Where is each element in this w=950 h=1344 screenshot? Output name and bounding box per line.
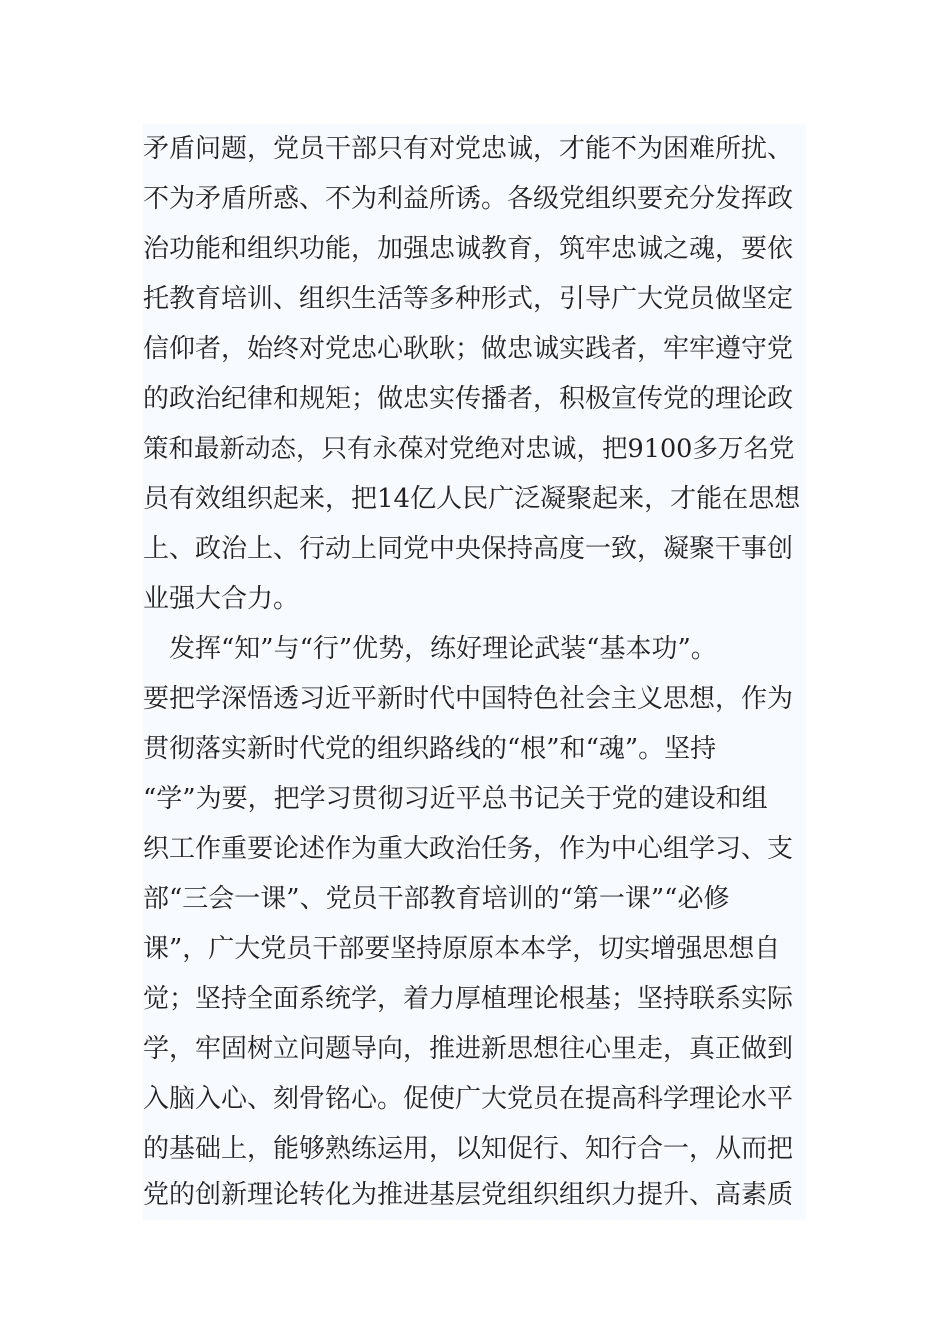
text-line: 托教育培训、组织生活等多种形式，引导广大党员做坚定 <box>143 284 794 314</box>
paragraph-start-line: 发挥“知”与“行”优势，练好理论武装“基本功”。 <box>143 634 717 664</box>
text-line: 党的创新理论转化为推进基层党组织组织力提升、高素质 <box>143 1180 794 1210</box>
text-line: 觉；坚持全面系统学，着力厚植理论根基；坚持联系实际 <box>143 984 794 1014</box>
text-line: 治功能和组织功能，加强忠诚教育，筑牢忠诚之魂，要依 <box>143 234 794 264</box>
text-line: 员有效组织起来，把14亿人民广泛凝聚起来，才能在思想 <box>143 484 801 514</box>
text-line: 的政治纪律和规矩；做忠实传播者，积极宣传党的理论政 <box>143 384 794 414</box>
text-line: 策和最新动态，只有永葆对党绝对忠诚，把9100多万名党 <box>143 434 795 464</box>
text-line: 信仰者，始终对党忠心耿耿；做忠诚实践者，牢牢遵守党 <box>143 334 794 364</box>
text-line: 业强大合力。 <box>143 584 300 614</box>
text-line: “学”为要，把学习贯彻习近平总书记关于党的建设和组 <box>143 784 768 814</box>
text-line: 学，牢固树立问题导向，推进新思想往心里走，真正做到 <box>143 1034 794 1064</box>
text-line: 课”，广大党员干部要坚持原原本本学，切实增强思想自 <box>143 934 781 964</box>
text-line: 部“三会一课”、党员干部教育培训的“第一课”“必修 <box>143 884 730 914</box>
text-line: 贯彻落实新时代党的组织路线的“根”和“魂”。坚持 <box>143 734 717 764</box>
text-line: 要把学深悟透习近平新时代中国特色社会主义思想，作为 <box>143 684 794 714</box>
body-text <box>143 124 806 1220</box>
text-line: 织工作重要论述作为重大政治任务，作为中心组学习、支 <box>143 834 794 864</box>
text-line: 不为矛盾所惑、不为利益所诱。各级党组织要充分发挥政 <box>143 184 794 214</box>
text-line: 矛盾问题，党员干部只有对党忠诚，才能不为困难所扰、 <box>143 134 794 164</box>
text-line: 的基础上，能够熟练运用，以知促行、知行合一，从而把 <box>143 1134 794 1164</box>
text-line: 入脑入心、刻骨铭心。促使广大党员在提高科学理论水平 <box>143 1084 794 1114</box>
text-line: 上、政治上、行动上同党中央保持高度一致，凝聚干事创 <box>143 534 794 564</box>
